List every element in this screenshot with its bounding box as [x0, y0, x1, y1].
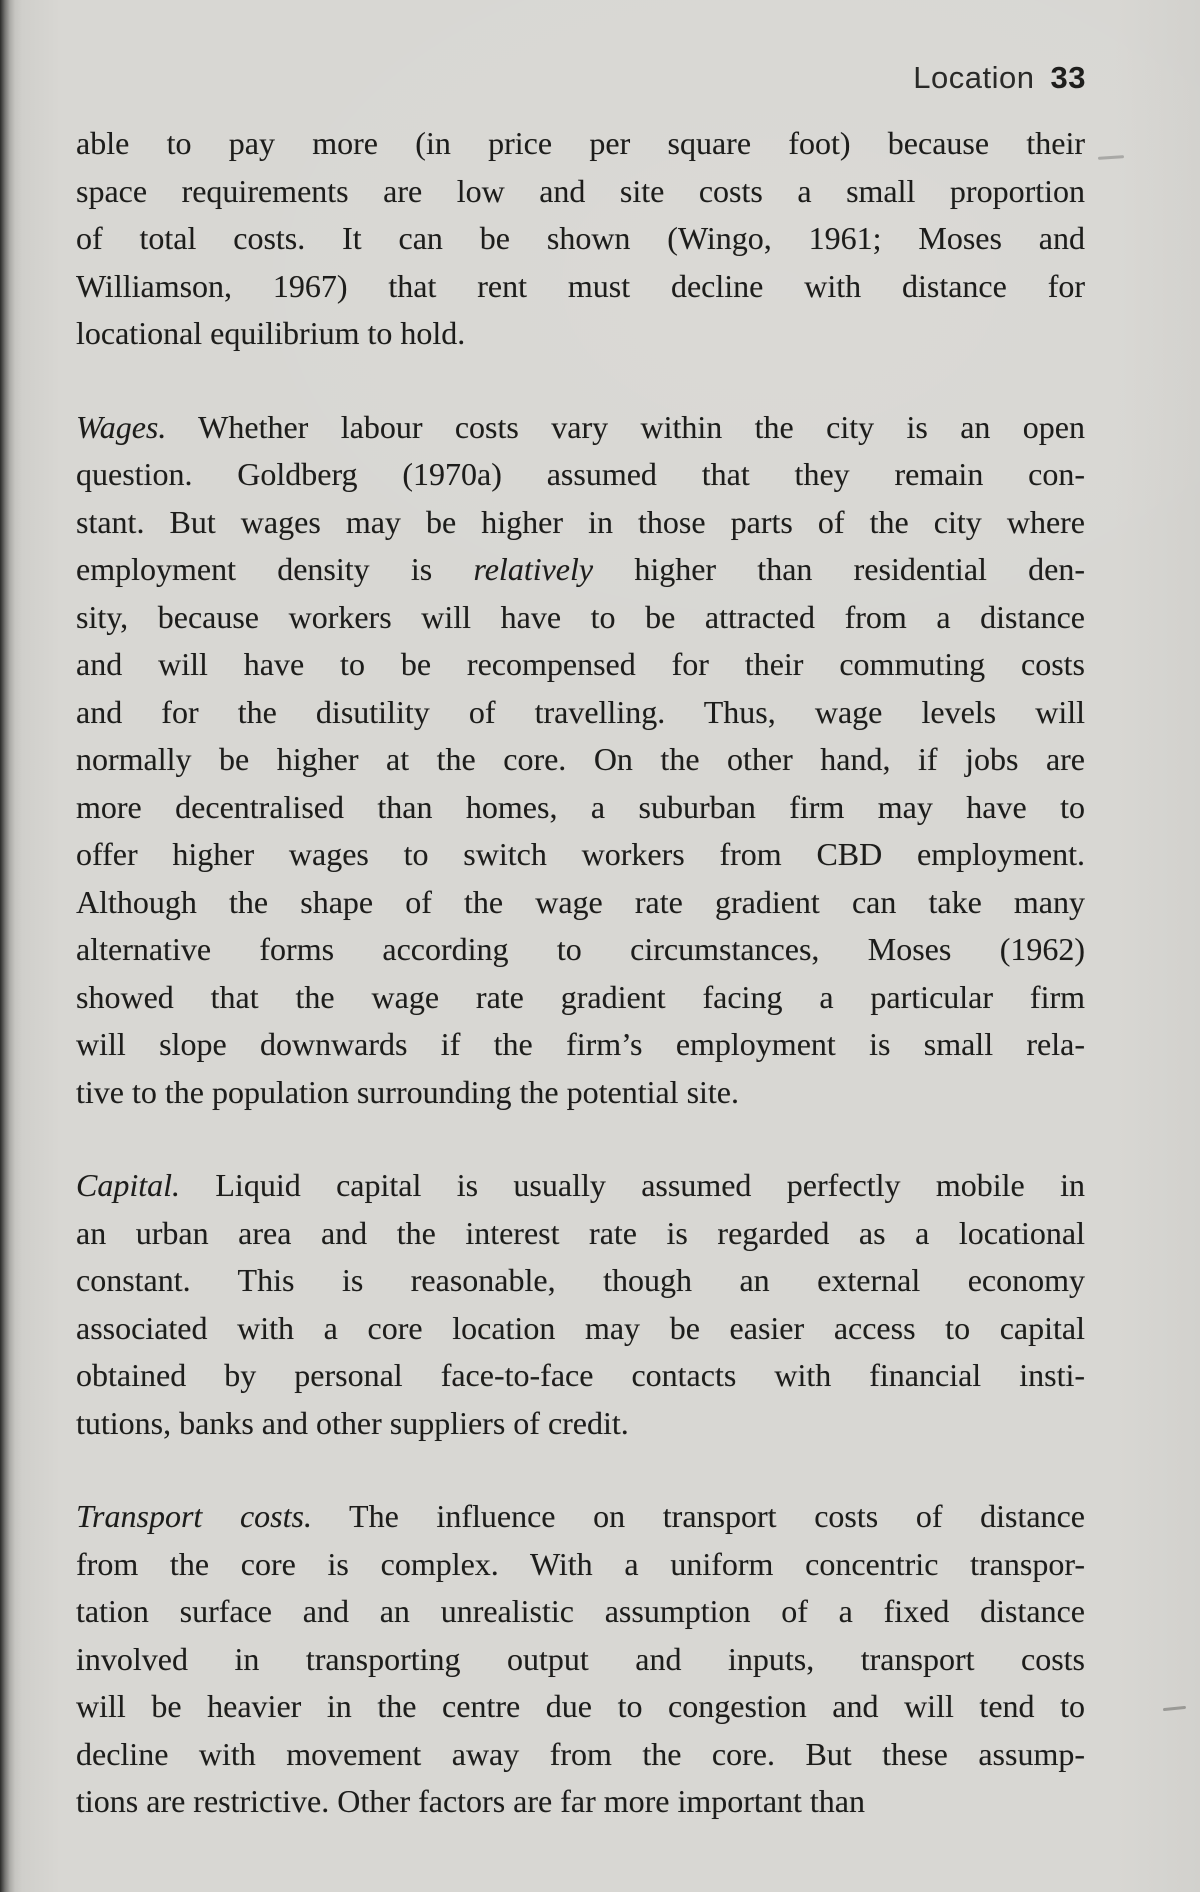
italic-text-segment: Transport costs. — [76, 1498, 312, 1534]
text-line — [76, 736, 1085, 784]
text-line — [76, 1541, 1085, 1589]
text-line — [76, 263, 1085, 311]
text-segment: stant. But wages may be higher in those parts of the city where — [76, 503, 1085, 540]
text-line — [76, 689, 1085, 737]
text-segment: of total costs. It can be shown (Wingo, 1961; Moses and — [76, 220, 1085, 256]
text-segment: Liquid capital is usually assumed perfectly mobile in — [180, 1167, 1085, 1203]
text-line — [76, 879, 1085, 927]
running-head-title: Location — [913, 60, 1035, 95]
text-segment: Although the shape of the wage rate gradient can take many — [76, 883, 1085, 920]
text-line — [76, 1400, 1085, 1448]
text-line — [76, 1493, 1085, 1541]
text-segment: decline with movement away from the core. But these assump- — [76, 1735, 1085, 1772]
text-line — [76, 1305, 1085, 1353]
paragraph — [76, 404, 1085, 1117]
text-line — [76, 594, 1085, 642]
text-segment: Williamson, 1967) that rent must decline with distance for — [76, 267, 1085, 304]
text-segment: The influence on transport costs of distance — [311, 1498, 1085, 1534]
text-line — [76, 1588, 1085, 1636]
italic-text-segment: Wages. — [76, 408, 167, 445]
text-segment: an urban area and the interest rate is regarded as a locational — [76, 1214, 1085, 1251]
text-line — [76, 1069, 1085, 1117]
paragraph — [76, 1162, 1085, 1447]
text-line — [76, 784, 1085, 832]
text-segment: sity, because workers will have to be attracted from a distance — [76, 598, 1085, 635]
text-line — [76, 499, 1085, 547]
text-line — [76, 1021, 1085, 1069]
text-segment: obtained by personal face-to-face contacts with financial insti- — [76, 1357, 1085, 1393]
text-line — [76, 1731, 1085, 1779]
text-line — [76, 120, 1085, 168]
page-number: 33 — [1050, 60, 1086, 95]
text-segment: from the core is complex. With a uniform concentric transpor- — [76, 1545, 1085, 1582]
text-segment: higher than residential den- — [593, 551, 1085, 587]
text-segment: involved in transporting output and inputs, transport costs — [76, 1640, 1085, 1677]
text-line — [76, 926, 1085, 974]
text-segment: tutions, banks and other suppliers of credit. — [76, 1404, 629, 1441]
text-line — [76, 546, 1085, 594]
text-segment: able to pay more (in price per square foot) because their — [76, 125, 1085, 161]
binding-shadow — [0, 0, 22, 1892]
text-segment: tions are restrictive. Other factors are far more important than — [76, 1783, 865, 1819]
text-segment: will slope downwards if the firm’s employment is small rela- — [76, 1026, 1085, 1062]
text-segment: will be heavier in the centre due to congestion and will tend to — [76, 1688, 1085, 1724]
text-line — [76, 451, 1085, 499]
text-segment: offer higher wages to switch workers from CBD employment. — [76, 836, 1085, 872]
text-segment: locational equilibrium to hold. — [76, 315, 466, 351]
text-line — [76, 168, 1085, 216]
text-segment: alternative forms according to circumstances, Moses (1962) — [76, 931, 1085, 967]
text-line — [76, 1162, 1085, 1210]
text-line — [76, 974, 1085, 1022]
text-line — [76, 1352, 1085, 1400]
scan-artifact-dash — [1163, 1706, 1186, 1711]
text-segment: question. Goldberg (1970a) assumed that they remain con- — [76, 456, 1085, 492]
text-segment: employment density is — [76, 551, 474, 587]
text-line — [76, 1257, 1085, 1305]
scan-artifact-dash — [1098, 155, 1124, 160]
text-segment: tation surface and an unrealistic assumption of a fixed distance — [76, 1593, 1085, 1629]
text-line — [76, 1210, 1085, 1258]
paragraph — [76, 1493, 1085, 1826]
italic-text-segment: relatively — [473, 551, 594, 587]
running-head — [0, 60, 1086, 96]
text-segment: showed that the wage rate gradient facing a particular firm — [76, 978, 1085, 1015]
text-segment: Whether labour costs vary within the city is an open — [166, 408, 1085, 445]
text-line — [76, 641, 1085, 689]
text-segment: space requirements are low and site costs a small proportion — [76, 172, 1085, 209]
text-segment: and for the disutility of travelling. Thus, wage levels will — [76, 693, 1085, 730]
text-line — [76, 831, 1085, 879]
text-line — [76, 215, 1085, 263]
text-line — [76, 1636, 1085, 1684]
text-segment: associated with a core location may be easier access to capital — [76, 1309, 1085, 1346]
text-segment: more decentralised than homes, a suburban firm may have to — [76, 788, 1085, 825]
text-line — [76, 404, 1085, 452]
text-segment: normally be higher at the core. On the other hand, if jobs are — [76, 741, 1085, 777]
body-text — [76, 120, 1085, 1826]
italic-text-segment: Capital. — [76, 1167, 181, 1203]
text-line — [76, 310, 1085, 358]
paragraph — [76, 120, 1085, 358]
text-line — [76, 1778, 1085, 1826]
text-segment: tive to the population surrounding the potential site. — [76, 1073, 739, 1110]
text-segment: and will have to be recompensed for their commuting costs — [76, 646, 1085, 682]
text-line — [76, 1683, 1085, 1731]
text-segment: constant. This is reasonable, though an external economy — [76, 1262, 1085, 1298]
